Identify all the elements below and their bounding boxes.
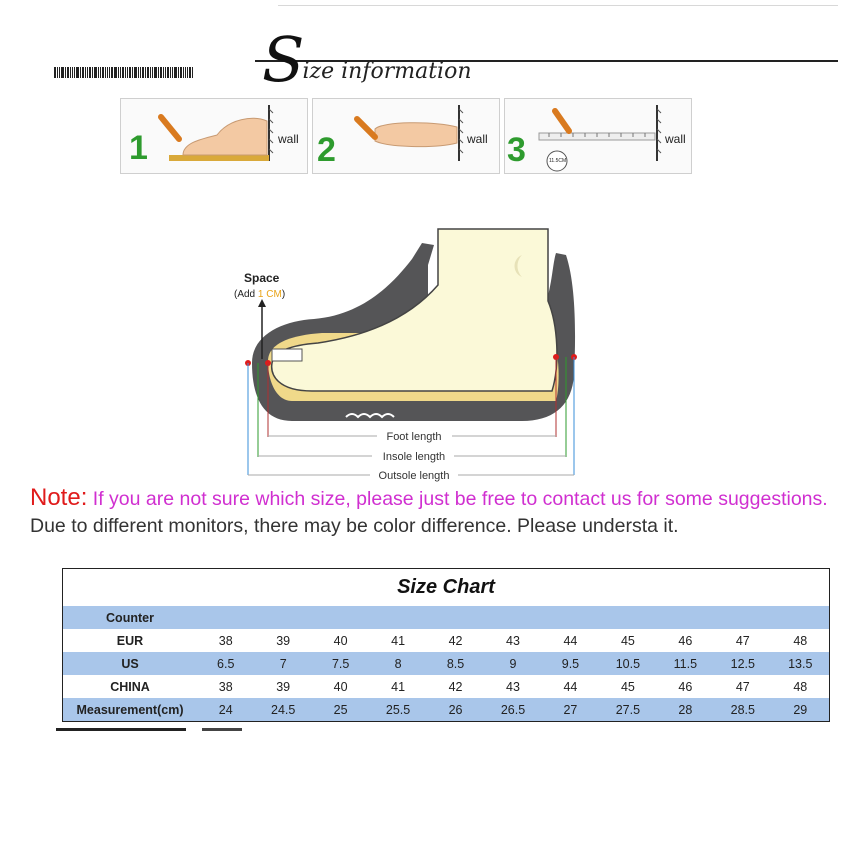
size-chart-title: Size Chart (63, 569, 829, 606)
size-cell: 26.5 (484, 698, 541, 721)
space-note: (Add 1 CM) (234, 289, 286, 300)
size-cell: 12.5 (714, 652, 771, 675)
size-cell: 7.5 (312, 652, 369, 675)
size-cell: 9.5 (542, 652, 599, 675)
size-cell: 39 (254, 629, 311, 652)
top-divider (278, 5, 838, 6)
size-cell: 41 (369, 675, 426, 698)
smudge-decoration (56, 727, 246, 732)
counter-row (63, 606, 829, 629)
size-cell: 47 (714, 629, 771, 652)
step-2-panel (312, 98, 500, 174)
size-cell: 38 (197, 629, 254, 652)
space-label: Space (244, 271, 280, 285)
size-table (63, 606, 829, 721)
title-initial: S (262, 23, 305, 96)
size-cell: 46 (657, 675, 714, 698)
step-1-panel (120, 98, 308, 174)
note-contact-text: If you are not sure which size, please just be free to contact us for some suggestions. (87, 488, 828, 510)
size-cell: 45 (599, 629, 656, 652)
shoe-diagram (222, 225, 602, 487)
size-cell: 25.5 (369, 698, 426, 721)
size-cell: 45 (599, 675, 656, 698)
size-cell: 6.5 (197, 652, 254, 675)
size-cell: 24.5 (254, 698, 311, 721)
row-label: Measurement(cm) (63, 698, 197, 721)
size-cell: 42 (427, 629, 484, 652)
row-label: EUR (63, 629, 197, 652)
size-cell: 39 (254, 675, 311, 698)
size-cell: 48 (772, 629, 829, 652)
size-cell: 11.5 (657, 652, 714, 675)
size-cell: 44 (542, 675, 599, 698)
size-cell: 9 (484, 652, 541, 675)
size-cell: 28.5 (714, 698, 771, 721)
foot-length-label: Foot length (386, 431, 442, 443)
size-cell: 13.5 (772, 652, 829, 675)
row-label: US (63, 652, 197, 675)
size-cell: 8.5 (427, 652, 484, 675)
step-2-wall-label: wall (467, 132, 488, 146)
title-text: ize information (302, 59, 472, 84)
step-3-panel (504, 98, 692, 174)
size-cell: 8 (369, 652, 426, 675)
measurement-steps (120, 98, 692, 174)
size-cell: 25 (312, 698, 369, 721)
size-cell: 48 (772, 675, 829, 698)
size-chart (62, 568, 830, 722)
size-row-us (63, 652, 829, 675)
size-row-eur (63, 629, 829, 652)
size-cell: 24 (197, 698, 254, 721)
note-label: Note: (30, 484, 88, 511)
size-cell: 27.5 (599, 698, 656, 721)
size-cell: 40 (312, 629, 369, 652)
step-number-3: 3 (507, 131, 526, 169)
step-1-wall-label: wall (278, 132, 299, 146)
size-cell: 47 (714, 675, 771, 698)
size-cell: 10.5 (599, 652, 656, 675)
size-cell: 43 (484, 675, 541, 698)
size-cell: 27 (542, 698, 599, 721)
size-cell: 42 (427, 675, 484, 698)
row-label: CHINA (63, 675, 197, 698)
note-paragraph (30, 484, 843, 540)
step-number-2: 2 (317, 131, 336, 169)
size-cell: 29 (772, 698, 829, 721)
size-cell: 40 (312, 675, 369, 698)
size-row-china (63, 675, 829, 698)
barcode-decoration (54, 67, 250, 78)
counter-label: Counter (63, 606, 197, 629)
size-cell: 44 (542, 629, 599, 652)
outsole-length-label: Outsole length (378, 470, 450, 482)
size-cell: 41 (369, 629, 426, 652)
size-cell: 7 (254, 652, 311, 675)
step-3-wall-label: wall (665, 132, 686, 146)
ruler-badge: 11.5CM (549, 158, 567, 164)
note-monitor-text: Due to different monitors, there may be color difference. Please understa it. (30, 515, 679, 537)
size-cell: 38 (197, 675, 254, 698)
insole-length-label: Insole length (382, 451, 446, 463)
step-number-1: 1 (129, 129, 148, 167)
size-row-measurement-cm (63, 698, 829, 721)
size-cell: 28 (657, 698, 714, 721)
size-cell: 26 (427, 698, 484, 721)
size-cell: 43 (484, 629, 541, 652)
page-title (262, 23, 472, 96)
size-cell: 46 (657, 629, 714, 652)
